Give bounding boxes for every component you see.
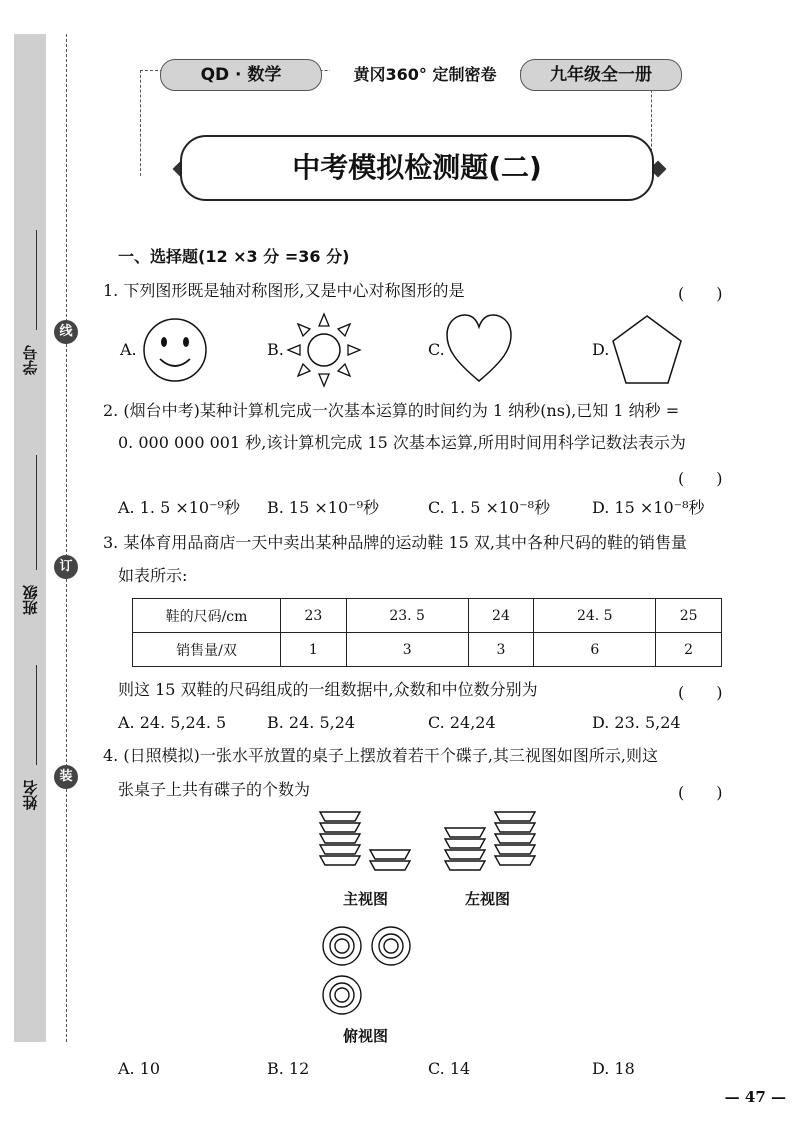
table-cell: 24: [468, 599, 534, 633]
q2-option-d: D. 15 ×10⁻⁸秒: [592, 498, 705, 517]
table-cell: 23: [281, 599, 347, 633]
q4-answer-blank: ( ): [678, 783, 723, 802]
q3-option-b: B. 24. 5,24: [267, 713, 356, 732]
name-blank-line: [36, 665, 37, 765]
student-id-label: 学号: [21, 345, 40, 375]
q3-answer-blank: ( ): [678, 683, 723, 702]
q2-stem-line1: 2. (烟台中考)某种计算机完成一次基本运算的时间约为 1 纳秒(ns),已知 1 纳秒 =: [103, 401, 680, 420]
q2-option-c: C. 1. 5 ×10⁻⁸秒: [428, 498, 551, 517]
q1-option-a-label: A.: [120, 340, 137, 359]
subject-badge: QD · 数学: [160, 59, 322, 91]
grade-badge: 九年级全一册: [520, 59, 682, 91]
q3-stem-line2: 如表所示:: [118, 566, 188, 585]
table-cell: 3: [346, 633, 468, 667]
table-cell: 25: [656, 599, 722, 633]
table-row: [133, 599, 722, 633]
q1-option-c-label: C.: [428, 340, 445, 359]
front-view-plates-diagram: [318, 810, 413, 880]
table-cell: 6: [534, 633, 656, 667]
q2-stem-line2: 0. 000 000 001 秒,该计算机完成 15 次基本运算,所用时间用科学记数法表示为: [118, 433, 686, 452]
page-title: 中考模拟检测题(二): [180, 135, 654, 201]
seal-bind: 装: [54, 765, 78, 789]
q4-stem-line2: 张桌子上共有碟子的个数为: [118, 780, 311, 799]
shoe-size-table: [132, 598, 722, 667]
q2-option-b: B. 15 ×10⁻⁹秒: [267, 498, 380, 517]
page-number: — 47 —: [724, 1088, 786, 1106]
name-label: 姓名: [21, 780, 40, 810]
q4-option-b: B. 12: [267, 1059, 310, 1078]
q3-option-a: A. 24. 5,24. 5: [118, 713, 227, 732]
q1-answer-blank: ( ): [678, 284, 723, 303]
series-name: 黄冈360° 定制密卷: [330, 62, 520, 88]
q4-stem-line1: 4. (日照模拟)一张水平放置的桌子上摆放着若干个碟子,其三视图如图所示,则这: [103, 746, 659, 765]
q2-answer-blank: ( ): [678, 469, 723, 488]
table-row: [133, 633, 722, 667]
binding-cut-line: [66, 34, 67, 1042]
binding-strip: [14, 34, 46, 1042]
heart-icon: [445, 313, 513, 385]
q1-option-d-label: D.: [592, 340, 610, 359]
q4-option-c: C. 14: [428, 1059, 471, 1078]
table-cell: 鞋的尺码/cm: [133, 599, 281, 633]
seal-line: 线: [54, 320, 78, 344]
table-cell: 销售量/双: [133, 633, 281, 667]
table-cell: 2: [656, 633, 722, 667]
table-cell: 23. 5: [346, 599, 468, 633]
q2-option-a: A. 1. 5 ×10⁻⁹秒: [118, 498, 240, 517]
q3-option-c: C. 24,24: [428, 713, 496, 732]
table-cell: 3: [468, 633, 534, 667]
pentagon-icon: [610, 313, 684, 387]
q1-stem: 1. 下列图形既是轴对称图形,又是中心对称图形的是: [103, 281, 465, 300]
q4-option-d: D. 18: [592, 1059, 635, 1078]
top-view-caption: 俯视图: [343, 1027, 389, 1045]
q3-stem-line3: 则这 15 双鞋的尺码组成的一组数据中,众数和中位数分别为: [118, 680, 538, 699]
left-view-plates-diagram: [443, 810, 538, 880]
table-cell: 24. 5: [534, 599, 656, 633]
table-cell: 1: [281, 633, 347, 667]
smiley-face-icon: [140, 315, 210, 385]
front-view-caption: 主视图: [343, 890, 389, 908]
q3-stem-line1: 3. 某体育用品商店一天中卖出某种品牌的运动鞋 15 双,其中各种尺码的鞋的销售量: [103, 533, 687, 552]
q3-option-d: D. 23. 5,24: [592, 713, 681, 732]
sun-icon: [286, 312, 362, 388]
class-blank-line: [36, 455, 37, 570]
class-label: 班级: [21, 585, 40, 615]
id-blank-line: [36, 230, 37, 330]
q4-option-a: A. 10: [118, 1059, 161, 1078]
top-view-plates-diagram: [318, 922, 418, 1022]
q1-option-b-label: B.: [267, 340, 284, 359]
section-heading: 一、选择题(12 ×3 分 =36 分): [118, 247, 350, 266]
left-view-caption: 左视图: [465, 890, 511, 908]
seal-order: 订: [54, 555, 78, 579]
